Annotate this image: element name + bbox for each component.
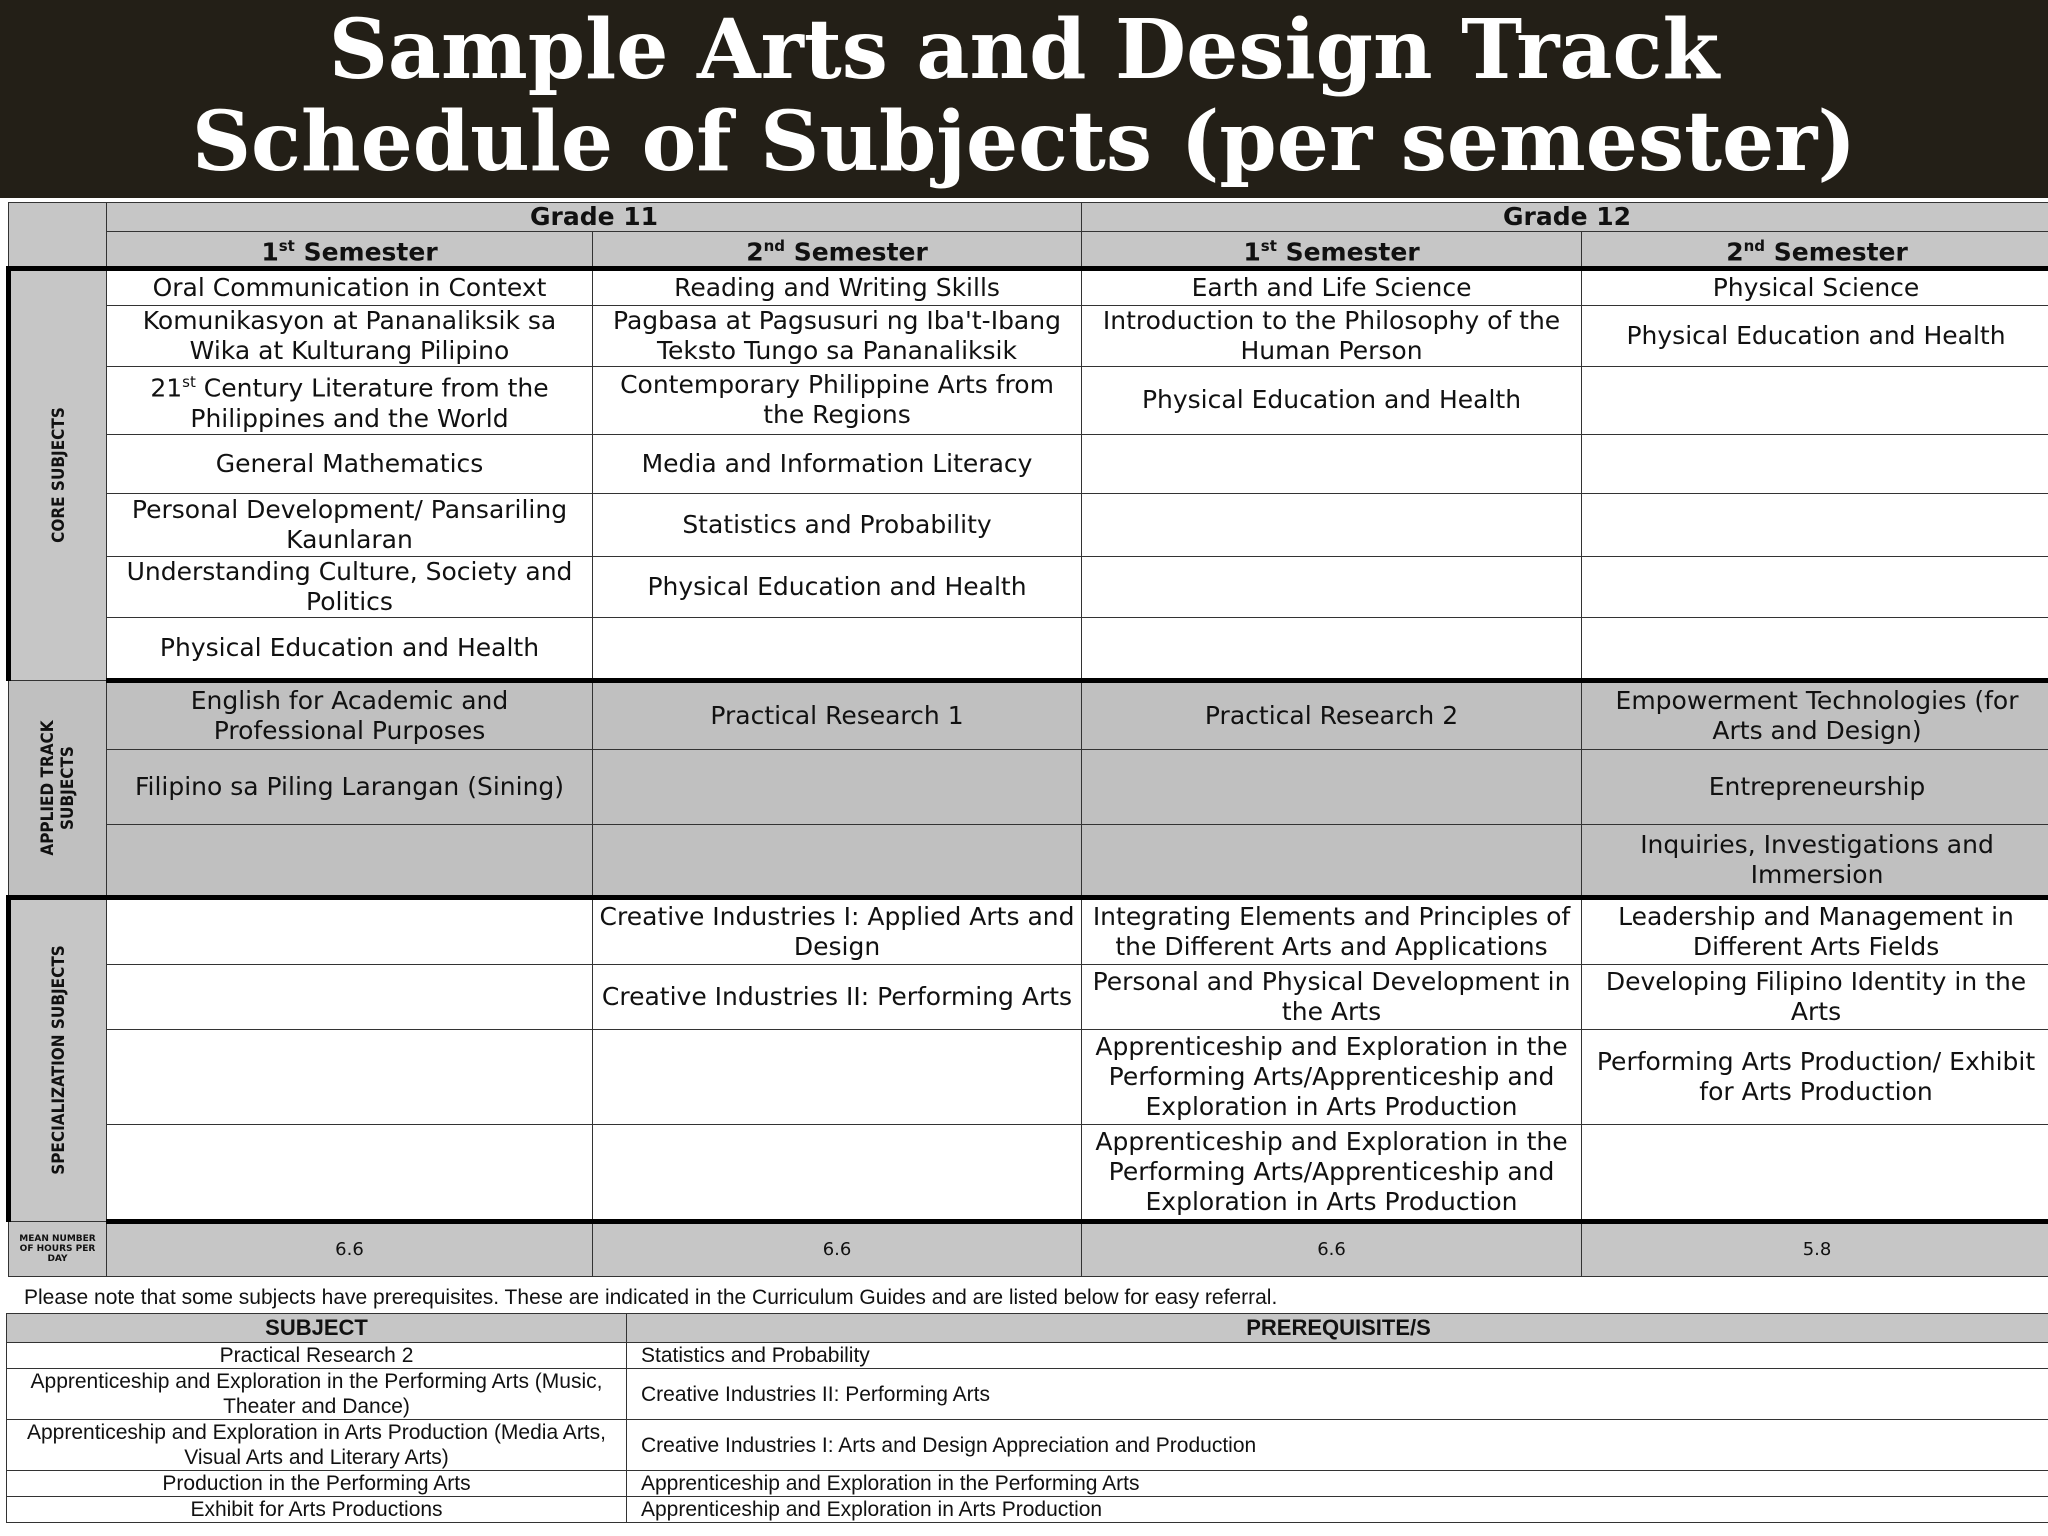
prerequisite-row: [7, 1369, 2048, 1420]
subject-name: Apprenticeship and Exploration in Arts Production (Media Arts, Visual Arts and Literary Arts): [7, 1420, 627, 1471]
subject-cell: Practical Research 2: [1082, 680, 1582, 749]
subject-cell: Leadership and Management in Different Arts Fields: [1582, 897, 2048, 964]
core-subject-row: [9, 269, 2048, 306]
prerequisite-column-header: PREREQUISITE/S: [627, 1314, 2048, 1343]
specialization-subject-row: [9, 897, 2048, 964]
subject-cell: [1582, 556, 2048, 617]
g12-sem2-header: 2nd Semester: [1582, 232, 2048, 269]
core-subject-row: [9, 434, 2048, 493]
prerequisite-name: Apprenticeship and Exploration in Arts Production: [627, 1497, 2048, 1523]
subject-cell: Introduction to the Philosophy of the Human Person: [1082, 306, 1582, 367]
page-subtitle: Schedule of Subjects (per semester): [191, 94, 1857, 190]
subject-cell: Understanding Culture, Society and Politics: [107, 556, 593, 617]
prerequisite-row: [7, 1420, 2048, 1471]
applied-group: [9, 680, 2048, 897]
subject-cell: Statistics and Probability: [593, 493, 1082, 556]
subject-cell: Apprenticeship and Exploration in the Performing Arts/Apprenticeship and Exploration in Arts Production: [1082, 1124, 1582, 1221]
subject-cell: Personal and Physical Development in the Arts: [1082, 964, 1582, 1029]
subject-cell: Komunikasyon at Pananaliksik sa Wika at Kulturang Pilipino: [107, 306, 593, 367]
mean-hours-value: 6.6: [1082, 1221, 1582, 1276]
core-group: [9, 269, 2048, 680]
prerequisite-table: [6, 1313, 2048, 1523]
subject-cell: [107, 964, 593, 1029]
specialization-group: [9, 897, 2048, 1221]
subject-cell: [1582, 617, 2048, 680]
subject-cell: Inquiries, Investigations and Immersion: [1582, 824, 2048, 897]
subject-cell: Apprenticeship and Exploration in the Performing Arts/Apprenticeship and Exploration in Arts Production: [1082, 1029, 1582, 1124]
schedule-table: [6, 202, 2048, 1277]
subject-cell: Earth and Life Science: [1082, 269, 1582, 306]
subject-cell: Empowerment Technologies (for Arts and Design): [1582, 680, 2048, 749]
subject-name: Practical Research 2: [7, 1343, 627, 1369]
category-text: SPECIALIZATION SUBJECTS: [48, 945, 69, 1175]
subject-cell: [107, 897, 593, 964]
subject-cell: Performing Arts Production/ Exhibit for Arts Production: [1582, 1029, 2048, 1124]
subject-cell: [1582, 1124, 2048, 1221]
subject-name: Exhibit for Arts Productions: [7, 1497, 627, 1523]
core-subject-row: [9, 617, 2048, 680]
subject-cell: [593, 749, 1082, 824]
specialization-subject-row: [9, 1124, 2048, 1221]
subject-cell: Creative Industries I: Applied Arts and Design: [593, 897, 1082, 964]
mean-hours-value: 6.6: [593, 1221, 1082, 1276]
g11-sem2-header: 2nd Semester: [593, 232, 1082, 269]
subject-cell: Entrepreneurship: [1582, 749, 2048, 824]
subject-cell: Integrating Elements and Principles of the Different Arts and Applications: [1082, 897, 1582, 964]
mean-hours-row: [9, 1221, 2048, 1276]
subject-cell: [593, 1124, 1082, 1221]
prerequisite-name: Creative Industries I: Arts and Design Appreciation and Production: [627, 1420, 2048, 1471]
mean-hours-value: 6.6: [107, 1221, 593, 1276]
subject-cell: [107, 1029, 593, 1124]
subject-cell: Physical Education and Health: [1582, 306, 2048, 367]
subject-cell: General Mathematics: [107, 434, 593, 493]
subject-cell: Physical Education and Health: [1082, 367, 1582, 434]
subject-name: Production in the Performing Arts: [7, 1471, 627, 1497]
prerequisite-name: Creative Industries II: Performing Arts: [627, 1369, 2048, 1420]
specialization-subject-row: [9, 1029, 2048, 1124]
subject-cell: [1082, 617, 1582, 680]
applied-track-label: [9, 680, 107, 897]
category-text: CORE SUBJECTS: [48, 407, 69, 544]
subject-cell: Physical Education and Health: [107, 617, 593, 680]
core-subject-row: [9, 306, 2048, 367]
prerequisite-row: [7, 1497, 2048, 1523]
subject-cell: [107, 824, 593, 897]
subject-name: Apprenticeship and Exploration in the Performing Arts (Music, Theater and Dance): [7, 1369, 627, 1420]
subject-cell: Contemporary Philippine Arts from the Regions: [593, 367, 1082, 434]
g11-sem1-header: 1st Semester: [107, 232, 593, 269]
category-text: APPLIED TRACK SUBJECTS: [37, 720, 78, 856]
subject-column-header: SUBJECT: [7, 1314, 627, 1343]
subject-cell: [1582, 434, 2048, 493]
subject-cell: [1082, 493, 1582, 556]
prerequisite-note: Please note that some subjects have prerequisites. These are indicated in the Curriculum Guides and are listed below for easy referral.: [24, 1286, 1278, 1309]
subject-cell: [1582, 367, 2048, 434]
subject-cell: Media and Information Literacy: [593, 434, 1082, 493]
corner-cell: [9, 203, 107, 269]
core-subject-row: [9, 556, 2048, 617]
subject-cell: [593, 617, 1082, 680]
prerequisite-row: [7, 1343, 2048, 1369]
subject-cell: Physical Science: [1582, 269, 2048, 306]
subject-cell: Personal Development/ Pansariling Kaunlaran: [107, 493, 593, 556]
specialization-subject-row: [9, 964, 2048, 1029]
applied-subject-row: [9, 680, 2048, 749]
subject-cell: English for Academic and Professional Purposes: [107, 680, 593, 749]
subject-cell: Oral Communication in Context: [107, 269, 593, 306]
prerequisite-name: Apprenticeship and Exploration in the Performing Arts: [627, 1471, 2048, 1497]
applied-subject-row: [9, 824, 2048, 897]
core-subject-row: [9, 367, 2048, 434]
subject-cell: [1082, 824, 1582, 897]
grade-12-header: Grade 12: [1082, 203, 2048, 232]
subject-cell: [593, 1029, 1082, 1124]
subject-cell: Practical Research 1: [593, 680, 1082, 749]
mean-hours-value: 5.8: [1582, 1221, 2048, 1276]
core-subject-row: [9, 493, 2048, 556]
applied-subject-row: [9, 749, 2048, 824]
subject-cell: Filipino sa Piling Larangan (Sining): [107, 749, 593, 824]
page-title: Sample Arts and Design Track: [328, 2, 1720, 98]
g12-sem1-header: 1st Semester: [1082, 232, 1582, 269]
core-subjects-label: [9, 269, 107, 680]
subject-cell: [1082, 434, 1582, 493]
prerequisite-row: [7, 1471, 2048, 1497]
subject-cell: [1582, 493, 2048, 556]
subject-cell: [593, 824, 1082, 897]
subject-cell: [1082, 749, 1582, 824]
subject-cell: 21st Century Literature from the Philippines and the World: [107, 367, 593, 434]
subject-cell: Developing Filipino Identity in the Arts: [1582, 964, 2048, 1029]
subject-cell: Creative Industries II: Performing Arts: [593, 964, 1082, 1029]
subject-cell: Physical Education and Health: [593, 556, 1082, 617]
title-banner: [0, 0, 2048, 198]
subject-cell: Reading and Writing Skills: [593, 269, 1082, 306]
grade-11-header: Grade 11: [107, 203, 1082, 232]
subject-cell: [107, 1124, 593, 1221]
prerequisite-name: Statistics and Probability: [627, 1343, 2048, 1369]
specialization-label: [9, 897, 107, 1221]
subject-cell: [1082, 556, 1582, 617]
mean-hours-label: MEAN NUMBER OF HOURS PER DAY: [9, 1221, 107, 1276]
subject-cell: Pagbasa at Pagsusuri ng Iba't-Ibang Teksto Tungo sa Pananaliksik: [593, 306, 1082, 367]
